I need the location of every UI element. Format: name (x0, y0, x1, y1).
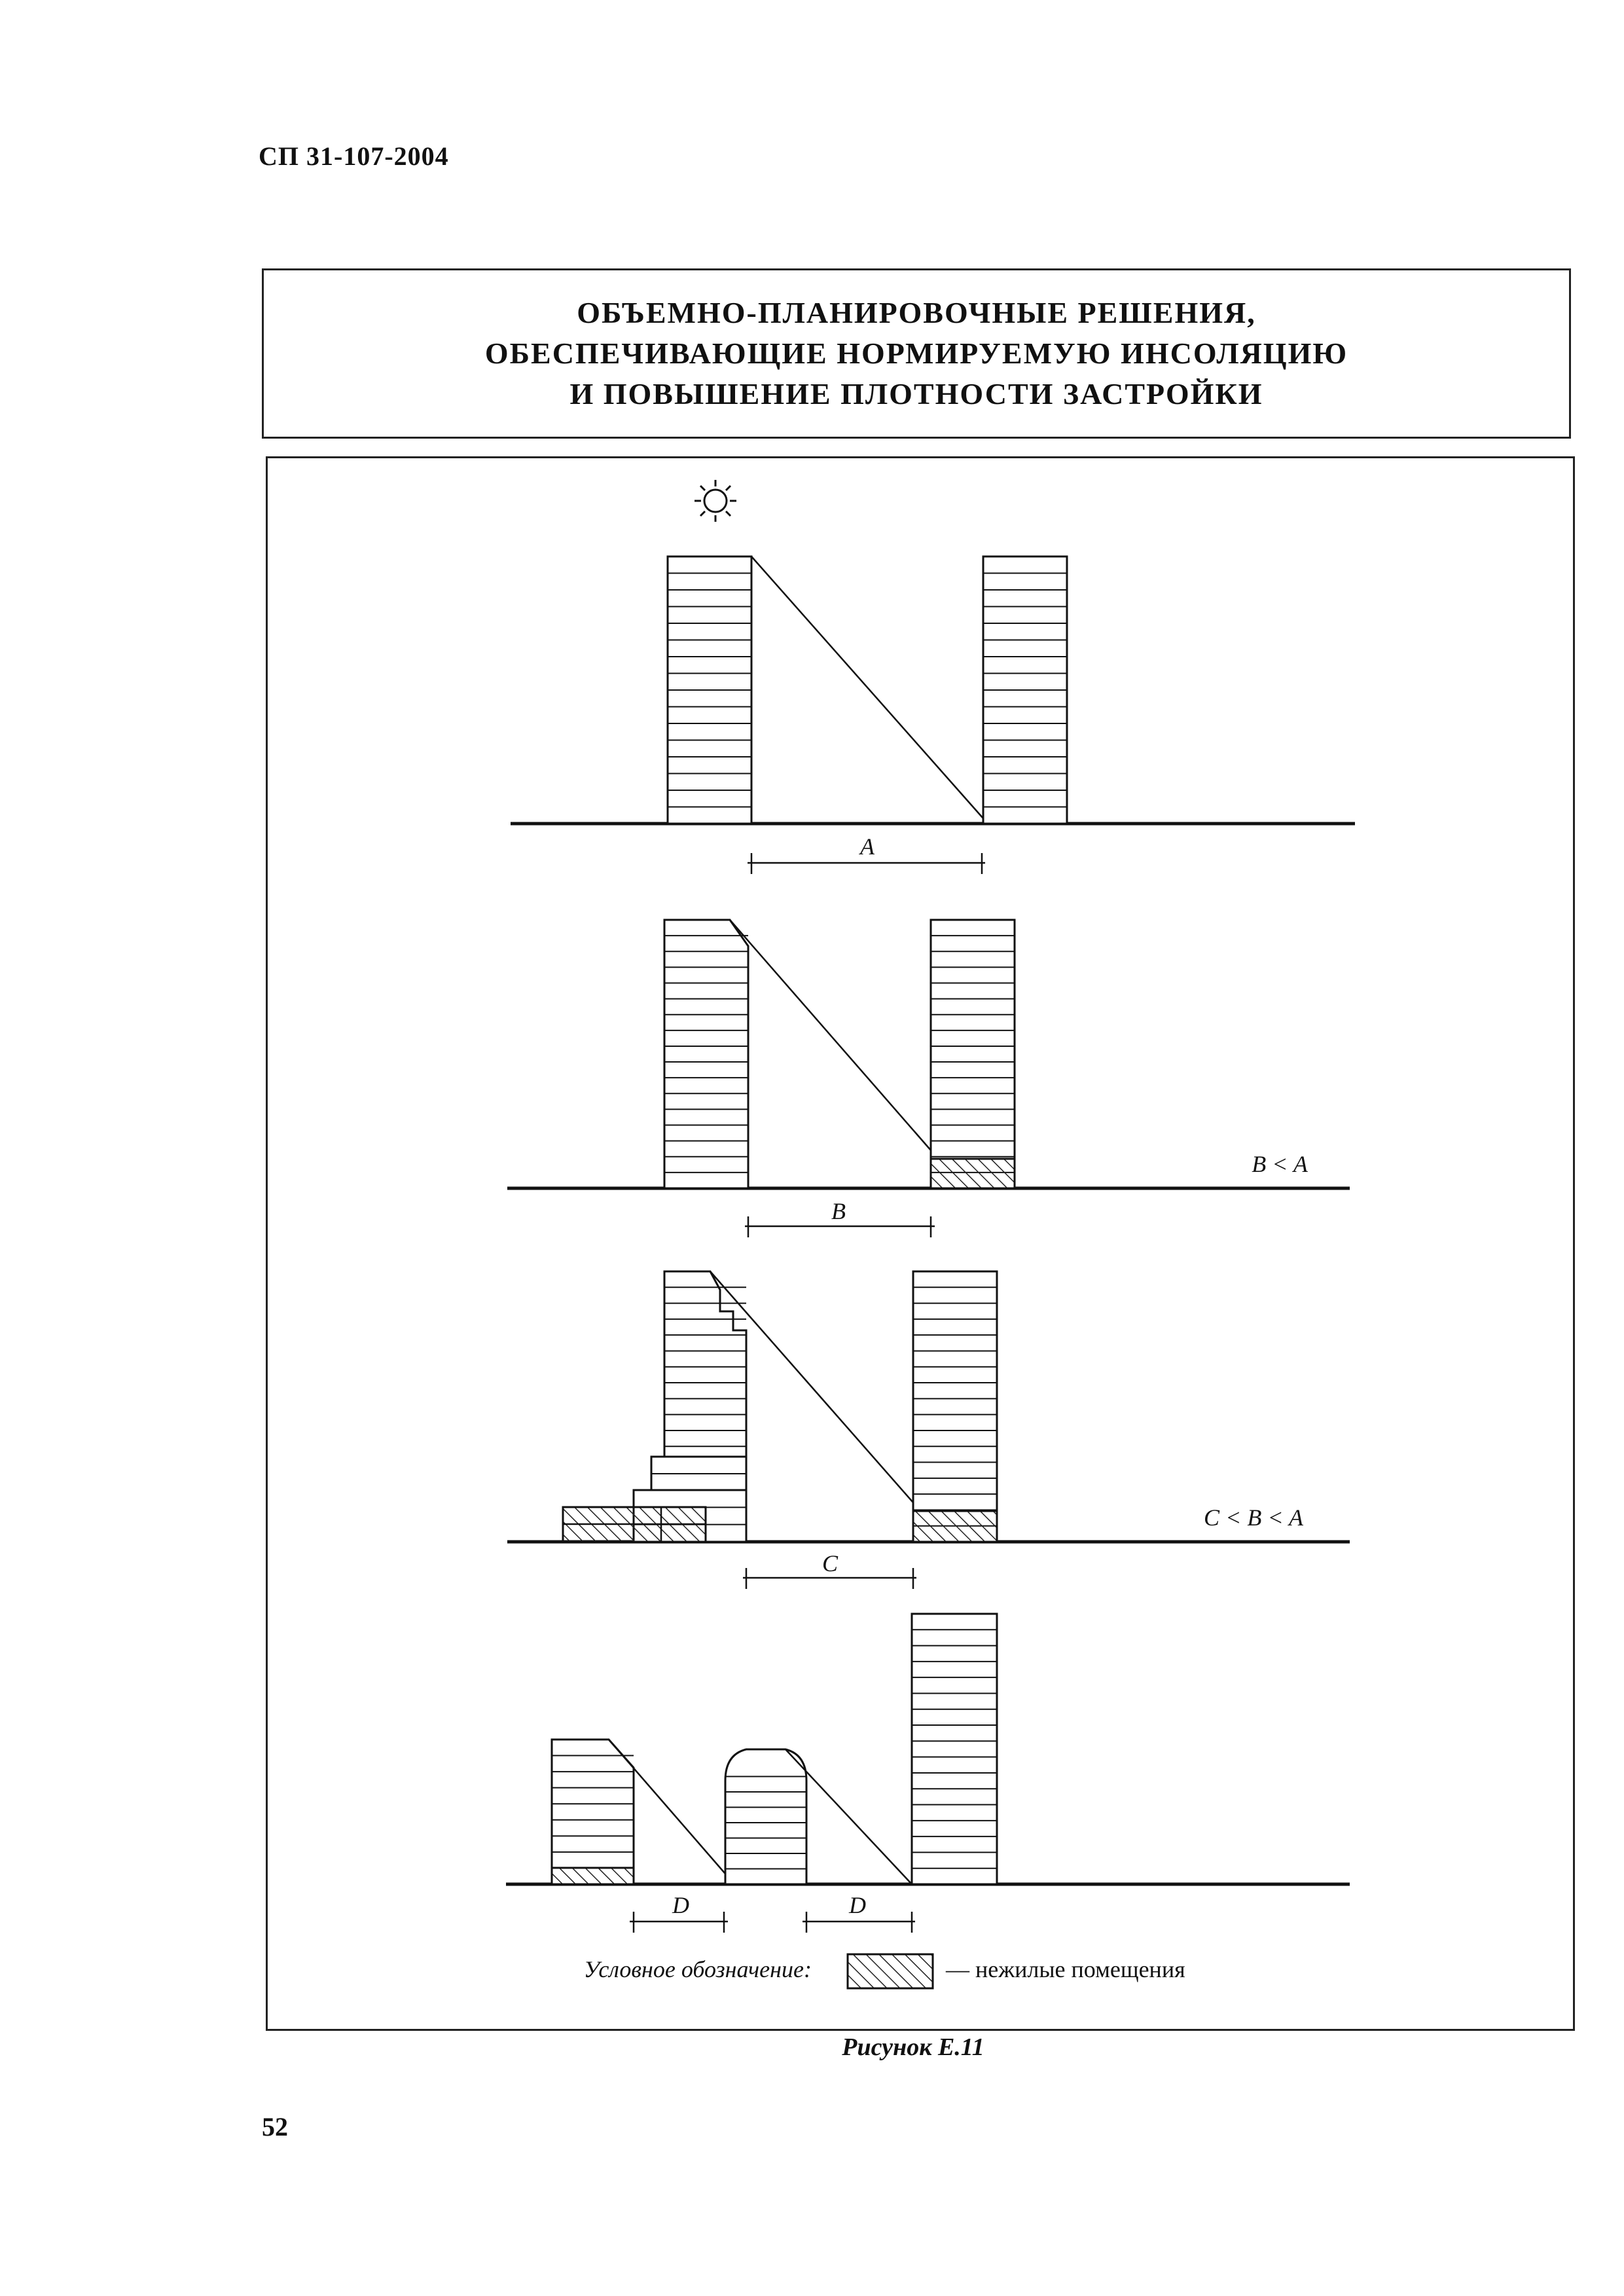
non-residential-floor (552, 1868, 634, 1884)
building-1-left (668, 556, 751, 824)
document-code: СП 31-107-2004 (259, 141, 449, 171)
sun-icon (695, 480, 736, 522)
dimension-label-d1: D (672, 1892, 689, 1918)
non-residential-floor (913, 1511, 997, 1542)
title-line-3: И ПОВЫШЕНИЕ ПЛОТНОСТИ ЗАСТРОЙКИ (569, 377, 1263, 410)
dimension-label-a: A (860, 833, 875, 860)
building-3-right (913, 1271, 997, 1542)
dimension-label-c: C (821, 1550, 839, 1576)
scene-3 (507, 1271, 1350, 1589)
relation-c-less-b-less-a: C < B < A (1204, 1504, 1303, 1531)
title-line-2: ОБЕСПЕЧИВАЮЩИЕ НОРМИРУЕМУЮ ИНСОЛЯЦИЮ (484, 337, 1348, 370)
legend-text: — нежилые помещения (946, 1956, 1185, 1982)
scene-1 (511, 556, 1355, 874)
sun-ray (751, 556, 983, 818)
dimension-label-d2: D (849, 1892, 866, 1918)
building-4-middle (725, 1749, 806, 1884)
scene-4 (506, 1614, 1350, 1933)
building-3-left-terraced (563, 1271, 746, 1542)
building-2-left (664, 920, 748, 1188)
legend-label: Условное обозначение: (583, 1956, 812, 1982)
building-4-tall (912, 1614, 997, 1884)
building-4-low (552, 1740, 634, 1884)
building-2-right (931, 920, 1015, 1188)
relation-b-less-a: B < A (1252, 1151, 1308, 1177)
scene-2 (507, 920, 1350, 1237)
non-residential-floor (931, 1159, 1015, 1188)
figure-caption: Рисунок Е.11 (842, 2033, 984, 2061)
legend-hatch-swatch (848, 1954, 933, 1988)
page-number: 52 (262, 2112, 288, 2141)
title-line-1: ОБЪЕМНО-ПЛАНИРОВОЧНЫЕ РЕШЕНИЯ, (577, 296, 1256, 329)
dimension-label-b: B (831, 1198, 846, 1224)
sun-ray (730, 920, 931, 1150)
legend (584, 1954, 1185, 1988)
building-1-right (983, 556, 1067, 824)
